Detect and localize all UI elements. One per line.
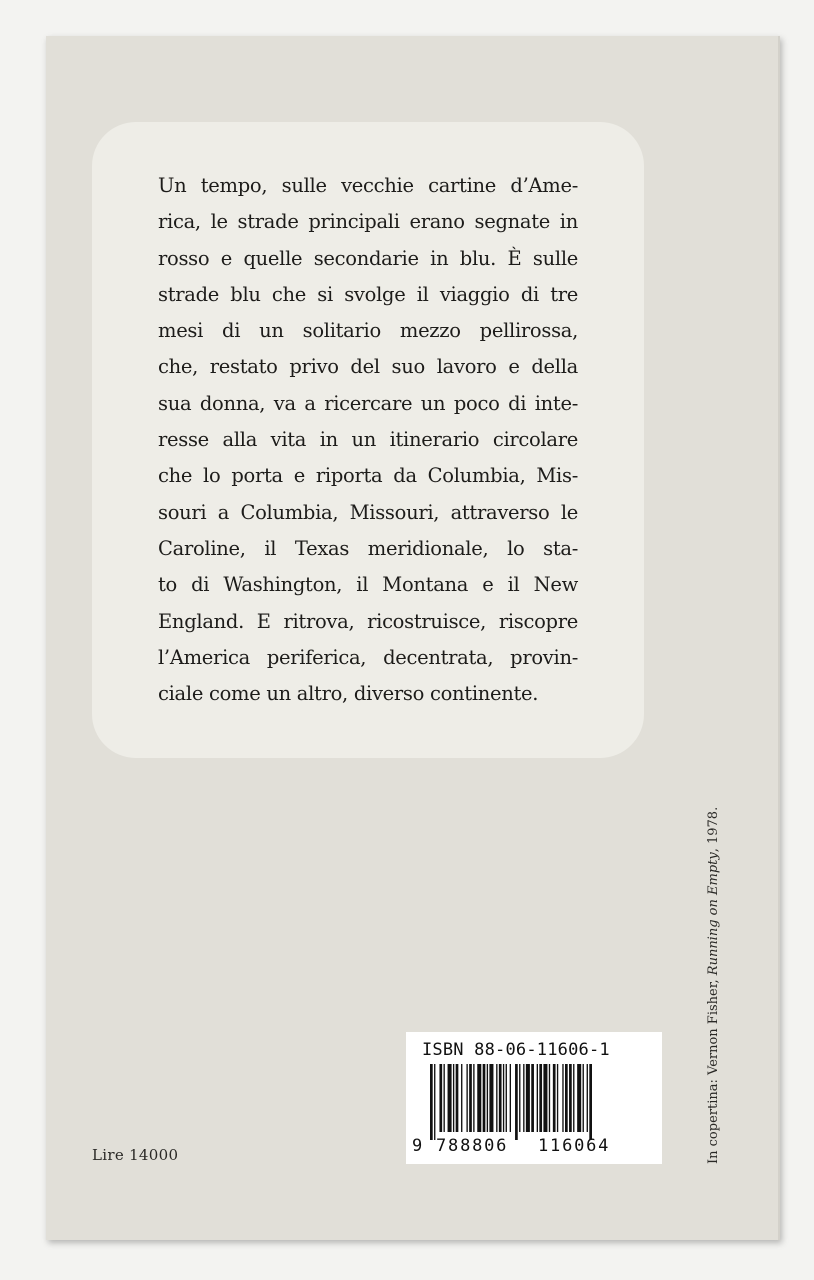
- ean-first-digit: 9: [412, 1136, 423, 1156]
- barcode-bar: [519, 1064, 520, 1132]
- barcode-bar: [453, 1064, 454, 1132]
- blurb-line: rosso e quelle secondarie in blu. È sulle: [158, 246, 578, 270]
- barcode-bar: [466, 1064, 467, 1132]
- blurb-text: [158, 168, 578, 712]
- blurb-line: ciale come un altro, diverso continente.: [158, 682, 539, 706]
- barcode-bar: [469, 1064, 472, 1132]
- barcode-bar: [439, 1064, 442, 1132]
- barcode-bar: [496, 1064, 497, 1132]
- barcode-icon: [430, 1064, 644, 1140]
- barcode-bar: [523, 1064, 524, 1132]
- barcode-bar: [573, 1064, 574, 1132]
- barcode-bar: [499, 1064, 502, 1132]
- ean-right-digits: 116064: [538, 1136, 611, 1156]
- blurb-line: England. E ritrova, ricostruisce, riscopre: [158, 609, 578, 633]
- barcode-bar: [456, 1064, 459, 1132]
- blurb-line: resse alla vita in un itinerario circolare: [158, 428, 578, 452]
- barcode-bar: [531, 1064, 534, 1132]
- blurb-line: sua donna, va a ricercare un poco di inte-: [158, 391, 578, 415]
- barcode-bar: [589, 1064, 592, 1140]
- cover-credit-suffix: , 1978.: [706, 806, 721, 853]
- barcode-bar: [444, 1064, 445, 1132]
- ean-left-digits: 788806: [436, 1136, 509, 1156]
- barcode-bar: [489, 1064, 493, 1132]
- barcode-bar: [569, 1064, 572, 1132]
- barcode-bar: [526, 1064, 530, 1132]
- barcode-bar: [537, 1064, 538, 1132]
- blurb-line: Un tempo, sulle vecchie cartine d’Ame-: [158, 174, 578, 197]
- blurb-line: mesi di un solitario mezzo pellirossa,: [158, 319, 578, 343]
- barcode-bar: [577, 1064, 581, 1132]
- isbn-label: ISBN 88-06-11606-1: [422, 1040, 610, 1060]
- blurb-line: l’America periferica, decentrata, provin-: [158, 645, 578, 669]
- barcode-bar: [430, 1064, 433, 1140]
- barcode-bar: [562, 1064, 563, 1132]
- barcode-bar: [583, 1064, 584, 1132]
- barcode-bar: [553, 1064, 556, 1132]
- barcode-bar: [503, 1064, 504, 1132]
- barcode-bar: [506, 1064, 507, 1132]
- barcode-bar: [473, 1064, 474, 1132]
- barcode-bar: [557, 1064, 558, 1132]
- cover-credit: [706, 807, 721, 1164]
- barcode-bar: [434, 1064, 435, 1140]
- barcode-bar: [565, 1064, 568, 1132]
- barcode-bar: [543, 1064, 547, 1132]
- blurb-line: Caroline, il Texas meridionale, lo sta-: [158, 536, 578, 560]
- barcode-box: [406, 1032, 662, 1164]
- blurb-line: che lo porta e riporta da Columbia, Mis-: [158, 464, 578, 488]
- barcode-bar: [549, 1064, 550, 1132]
- barcode-bar: [587, 1064, 588, 1132]
- cover-credit-prefix: In copertina: Vernon Fisher,: [706, 975, 721, 1164]
- price-label: Lire 14000: [92, 1146, 179, 1164]
- blurb-line: strade blu che si svolge il viaggio di tre: [158, 282, 578, 306]
- barcode-bar: [448, 1064, 452, 1132]
- blurb-line: che, restato privo del suo lavoro e della: [158, 355, 578, 379]
- barcode-bar: [515, 1064, 518, 1140]
- barcode-bar: [539, 1064, 542, 1132]
- barcode-bar: [487, 1064, 488, 1132]
- barcode-bar: [461, 1064, 462, 1132]
- barcode-bar: [477, 1064, 481, 1132]
- cover-credit-title: Running on Empty: [706, 852, 721, 976]
- barcode-bar: [510, 1064, 511, 1132]
- blurb-line: to di Washington, il Montana e il New: [158, 573, 578, 597]
- blurb-line: rica, le strade principali erano segnate in: [158, 210, 578, 234]
- barcode-bar: [483, 1064, 486, 1132]
- blurb-line: souri a Columbia, Missouri, attraverso le: [158, 500, 578, 524]
